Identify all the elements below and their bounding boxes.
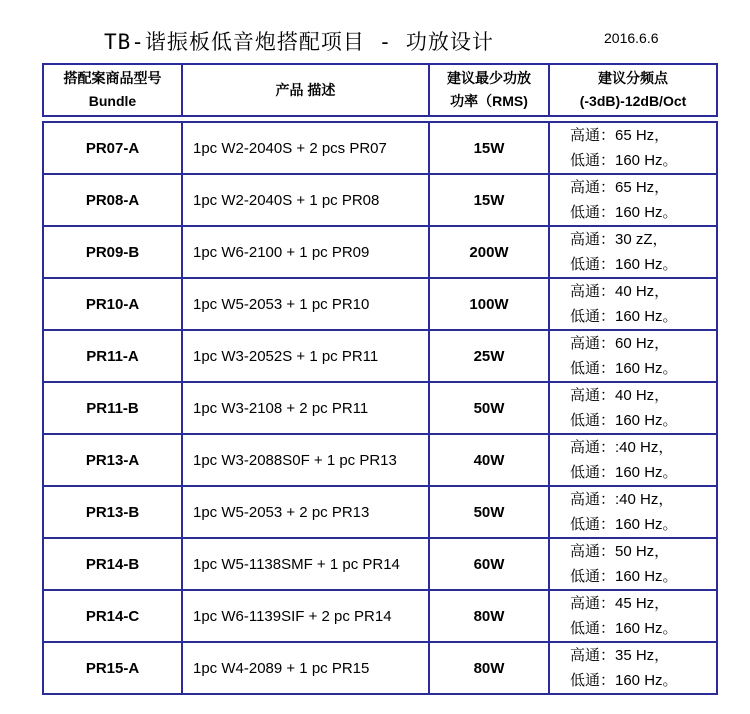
model-cell: PR13-B [43,486,182,538]
power-cell: 200W [429,226,549,278]
model-cell: PR13-A [43,434,182,486]
power-cell: 15W [429,174,549,226]
description-cell: 1pc W6-1139SIF + 2 pc PR14 [182,590,429,642]
table-row [43,590,717,642]
header-bundle [43,64,182,116]
crossover-cell [549,122,717,174]
bundle-table [42,63,718,695]
description-cell: 1pc W3-2052S + 1 pc PR11 [182,330,429,382]
highpass-text: 高通：:40 Hz， [570,439,674,456]
description-cell: 1pc W5-2053 + 2 pc PR13 [182,486,429,538]
lowpass-text: 低通：160 Hz。 [570,672,678,689]
table-row [43,330,717,382]
highpass-text: 高通：65 Hz， [570,127,670,144]
power-cell: 25W [429,330,549,382]
description-cell: 1pc W3-2088S0F + 1 pc PR13 [182,434,429,486]
description-cell: 1pc W2-2040S + 1 pc PR08 [182,174,429,226]
description-cell: 1pc W3-2108 + 2 pc PR11 [182,382,429,434]
description-cell: 1pc W5-2053 + 1 pc PR10 [182,278,429,330]
crossover-cell [549,226,717,278]
crossover-cell [549,590,717,642]
highpass-text: 高通：40 Hz， [570,283,670,300]
document-date: 2016.6.6 [604,30,659,46]
lowpass-text: 低通：160 Hz。 [570,516,678,533]
crossover-cell [549,382,717,434]
model-cell: PR15-A [43,642,182,694]
table-row [43,538,717,590]
crossover-cell [549,538,717,590]
header-crossover [549,64,717,116]
model-cell: PR14-B [43,538,182,590]
lowpass-text: 低通：160 Hz。 [570,412,678,429]
power-cell: 80W [429,590,549,642]
highpass-text: 高通：:40 Hz， [570,491,674,508]
table-row [43,642,717,694]
header-bundle-en: Bundle [88,93,137,109]
description-cell: 1pc W6-2100 + 1 pc PR09 [182,226,429,278]
header-description: 产品 描述 [182,64,429,116]
power-cell: 100W [429,278,549,330]
header-power-line1: 建议最少功放 [447,70,531,86]
lowpass-text: 低通：160 Hz。 [570,204,678,221]
lowpass-text: 低通：160 Hz。 [570,620,678,637]
crossover-cell [549,486,717,538]
model-cell: PR14-C [43,590,182,642]
highpass-text: 高通：50 Hz， [570,543,670,560]
document-title: TB-谐振板低音炮搭配项目 - 功放设计 [104,30,494,54]
model-cell: PR11-B [43,382,182,434]
description-cell: 1pc W5-1138SMF + 1 pc PR14 [182,538,429,590]
lowpass-text: 低通：160 Hz。 [570,360,678,377]
header-power-line2: 功率（RMS) [450,93,528,109]
power-cell: 40W [429,434,549,486]
power-cell: 15W [429,122,549,174]
power-cell: 60W [429,538,549,590]
model-cell: PR07-A [43,122,182,174]
crossover-cell [549,434,717,486]
power-cell: 50W [429,382,549,434]
table-row [43,278,717,330]
header-bundle-cn: 搭配案商品型号 [63,70,162,86]
highpass-text: 高通：65 Hz， [570,179,670,196]
table-row [43,174,717,226]
highpass-text: 高通：30 zZ， [570,231,668,248]
table-row [43,434,717,486]
crossover-cell [549,174,717,226]
lowpass-text: 低通：160 Hz。 [570,152,678,169]
power-cell: 50W [429,486,549,538]
header-crossover-line1: 建议分频点 [598,70,668,86]
table-row [43,382,717,434]
model-cell: PR08-A [43,174,182,226]
table-row [43,122,717,174]
lowpass-text: 低通：160 Hz。 [570,308,678,325]
highpass-text: 高通：35 Hz， [570,647,670,664]
description-cell: 1pc W2-2040S + 2 pcs PR07 [182,122,429,174]
lowpass-text: 低通：160 Hz。 [570,568,678,585]
lowpass-text: 低通：160 Hz。 [570,256,678,273]
table-row [43,226,717,278]
lowpass-text: 低通：160 Hz。 [570,464,678,481]
highpass-text: 高通：45 Hz， [570,595,670,612]
power-cell: 80W [429,642,549,694]
crossover-cell [549,278,717,330]
crossover-cell [549,330,717,382]
header-crossover-line2: (-3dB)-12dB/Oct [579,93,687,109]
header-power [429,64,549,116]
table-body [43,122,717,694]
model-cell: PR10-A [43,278,182,330]
highpass-text: 高通：40 Hz， [570,387,670,404]
highpass-text: 高通：60 Hz， [570,335,670,352]
crossover-cell [549,642,717,694]
model-cell: PR09-B [43,226,182,278]
table-header-row [43,64,717,116]
description-cell: 1pc W4-2089 + 1 pc PR15 [182,642,429,694]
table-row [43,486,717,538]
model-cell: PR11-A [43,330,182,382]
